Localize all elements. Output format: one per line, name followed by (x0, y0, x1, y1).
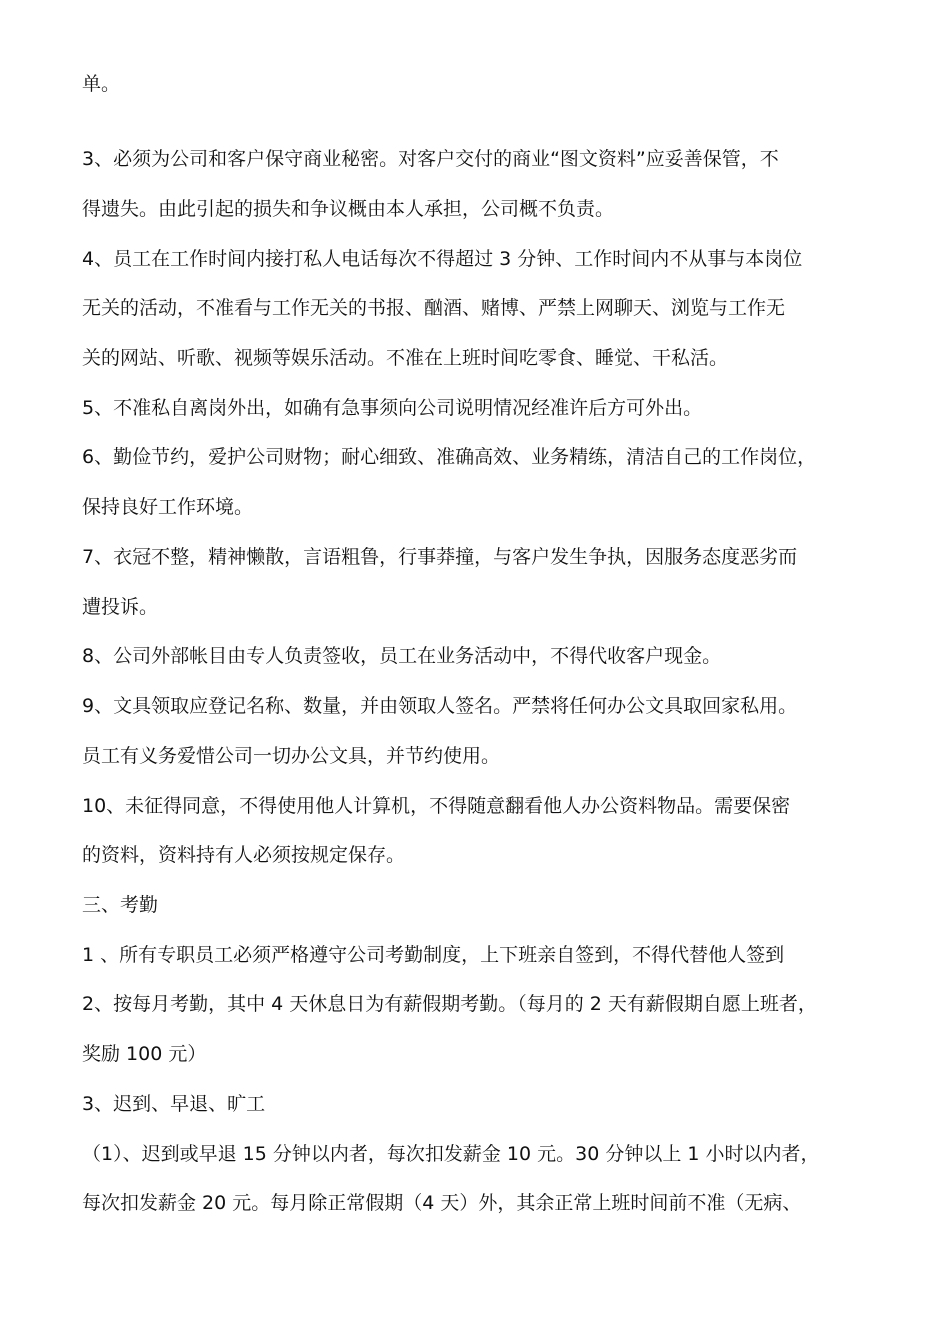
text-line: 3、迟到、早退、旷工 (82, 1093, 266, 1115)
text-line: （1）、迟到或早退 15 分钟以内者，每次扣发薪金 10 元。30 分钟以上 1 小时以内者， (82, 1143, 820, 1165)
text-line: 10、未征得同意，不得使用他人计算机，不得随意翻看他人办公资料物品。需要保密 (82, 795, 791, 817)
text-line: 6、勤俭节约，爱护公司财物；耐心细致、准确高效、业务精练，清洁自己的工作岗位， (82, 446, 817, 468)
text-line: 7、衣冠不整，精神懒散，言语粗鲁，行事莽撞，与客户发生争执，因服务态度恶劣而 (82, 546, 798, 568)
text-line: 9、文具领取应登记名称、数量，并由领取人签名。严禁将任何办公文具取回家私用。 (82, 695, 798, 717)
text-line: 8、公司外部帐目由专人负责签收，员工在业务活动中，不得代收客户现金。 (82, 645, 722, 667)
text-line: 遭投诉。 (82, 596, 159, 618)
text-line: 5、不准私自离岗外出，如确有急事须向公司说明情况经准许后方可外出。 (82, 397, 703, 419)
text-line: 单。 (82, 73, 121, 95)
text-line: 1 、所有专职员工必须严格遵守公司考勤制度，上下班亲自签到，不得代替他人签到 (82, 944, 785, 966)
text-line: 奖励 100 元） (82, 1043, 207, 1065)
text-line: 员工有义务爱惜公司一切办公文具，并节约使用。 (82, 745, 501, 767)
text-line: 每次扣发薪金 20 元。每月除正常假期（4 天）外，其余正常上班时间前不准（无病、 (82, 1192, 802, 1214)
text-line: 无关的活动，不准看与工作无关的书报、酗酒、赌博、严禁上网聊天、浏览与工作无 (82, 297, 786, 319)
text-line: 保持良好工作环境。 (82, 496, 254, 518)
text-line: 的资料，资料持有人必须按规定保存。 (82, 844, 406, 866)
section-heading: 三、考勤 (82, 894, 159, 916)
text-line: 4、员工在工作时间内接打私人电话每次不得超过 3 分钟、工作时间内不从事与本岗位 (82, 248, 803, 270)
text-line: 关的网站、听歌、视频等娱乐活动。不准在上班时间吃零食、睡觉、干私活。 (82, 347, 729, 369)
text-line: 得遗失。由此引起的损失和争议概由本人承担，公司概不负责。 (82, 198, 615, 220)
text-line: 3、必须为公司和客户保守商业秘密。对客户交付的商业“图文资料”应妥善保管，不 (82, 148, 779, 170)
text-line: 2、按每月考勤，其中 4 天休息日为有薪假期考勤。（每月的 2 天有薪假期自愿上班者， (82, 993, 817, 1015)
